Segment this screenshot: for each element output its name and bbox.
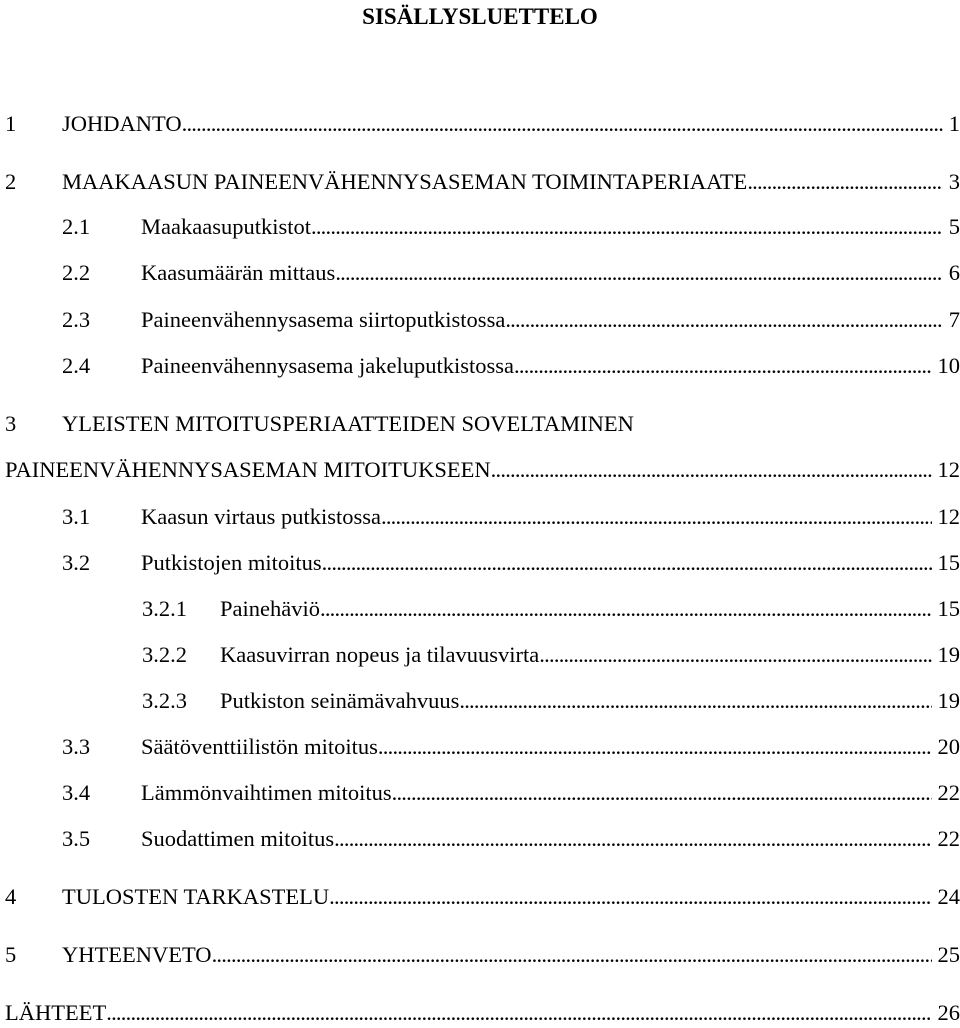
toc-title: TULOSTEN TARKASTELU [62,884,330,909]
toc-entry-3-5[interactable] [62,824,960,854]
toc-leader [182,109,943,139]
toc-title: Painehäviö [220,596,320,621]
toc-number: 3.1 [62,504,91,529]
toc-number: 3.4 [62,780,91,805]
toc-entry-3-2-2[interactable] [142,640,960,670]
toc-page-number: 3 [948,169,960,194]
toc-leader [106,998,931,1028]
page-title: SISÄLLYSLUETTELO [362,4,598,29]
toc-entry-2-4[interactable] [62,351,960,381]
toc-leader [381,502,932,532]
toc-page-number: 15 [937,596,960,621]
toc-title: Lämmönvaihtimen mitoitus [141,780,392,805]
toc-page-number: 19 [937,688,960,713]
toc-page-number: 10 [937,353,960,378]
toc-leader [311,212,943,242]
toc-title: Kaasun virtaus putkistossa [141,504,381,529]
toc-title: Kaasumäärän mittaus [141,260,336,285]
toc-entry-2-1[interactable] [62,212,960,242]
toc-number: 2.3 [62,307,91,332]
toc-entry-2-2[interactable] [62,258,960,288]
toc-title: Putkistojen mitoitus [141,550,322,575]
toc-page-number: 26 [937,1000,960,1025]
toc-leader [329,882,931,912]
toc-title: Putkiston seinämävahvuus [220,688,460,713]
toc-number: 3.2 [62,550,91,575]
toc-entry-3-2[interactable] [62,548,960,578]
toc-leader [747,167,942,197]
toc-number: 2.2 [62,260,91,285]
toc-title-continued: PAINEENVÄHENNYSASEMAN MITOITUKSEEN [5,457,491,482]
toc-entry-3[interactable] [5,455,960,485]
toc-leader [392,778,932,808]
toc-page-number: 12 [937,504,960,529]
toc-title: Suodattimen mitoitus [141,826,335,851]
toc-page-number: 19 [937,642,960,667]
toc-leader [322,548,932,578]
toc-leader [491,455,932,485]
toc-title: MAAKAASUN PAINEENVÄHENNYSASEMAN TOIMINTAPERIAATE [62,169,748,194]
toc-number: 2.1 [62,214,91,239]
toc-page-number: 24 [937,884,960,909]
toc-number: 5 [5,942,17,967]
toc-leader [505,305,942,335]
toc-number: 4 [5,884,17,909]
toc-page-number: 25 [937,942,960,967]
toc-leader [514,351,931,381]
toc-title: Maakaasuputkistot [141,214,311,239]
toc-title: Paineenvähennysasema siirtoputkistossa [141,307,506,332]
toc-entry-3-2-3[interactable] [142,686,960,716]
toc-entry-3-1[interactable] [62,502,960,532]
toc-entry-3-line1[interactable] [5,409,634,439]
toc-title: LÄHTEET [5,1000,107,1025]
toc-number: 3.2.1 [142,596,187,621]
toc-page-number: 22 [937,780,960,805]
toc-leader [320,594,932,624]
toc-page-number: 15 [937,550,960,575]
toc-leader [459,686,931,716]
toc-entry-2[interactable] [5,167,960,197]
toc-entry-3-4[interactable] [62,778,960,808]
toc-title: Kaasuvirran nopeus ja tilavuusvirta [220,642,540,667]
toc-page-number: 20 [937,734,960,759]
toc-leader [335,258,942,288]
toc-number: 3.5 [62,826,91,851]
toc-entry-3-3[interactable] [62,732,960,762]
toc-entry-1[interactable] [5,109,960,139]
toc-leader [539,640,931,670]
toc-page-number: 6 [948,260,960,285]
toc-page-number: 22 [937,826,960,851]
toc-leader [212,940,932,970]
toc-title: Säätöventtiilistön mitoitus [141,734,378,759]
toc-title: JOHDANTO [62,111,182,136]
toc-number: 3.3 [62,734,91,759]
toc-title: Paineenvähennysasema jakeluputkistossa [141,353,515,378]
toc-page-number: 12 [937,457,960,482]
toc-title: YHTEENVETO [62,942,212,967]
toc-page-number: 5 [948,214,960,239]
toc-page-number: 1 [948,111,960,136]
toc-leader [378,732,932,762]
toc-number: 2.4 [62,353,91,378]
toc-number: 3 [5,411,17,436]
toc-number: 2 [5,169,17,194]
toc-leader [334,824,931,854]
toc-entry-2-3[interactable] [62,305,960,335]
toc-title: YLEISTEN MITOITUSPERIAATTEIDEN SOVELTAMINEN [62,411,634,436]
toc-number: 3.2.2 [142,642,187,667]
toc-number: 3.2.3 [142,688,187,713]
toc-entry-4[interactable] [5,882,960,912]
toc-entry-3-2-1[interactable] [142,594,960,624]
toc-entry-lahteet[interactable] [5,998,960,1028]
toc-number: 1 [5,111,17,136]
toc-page-number: 7 [948,307,960,332]
toc-entry-5[interactable] [5,940,960,970]
